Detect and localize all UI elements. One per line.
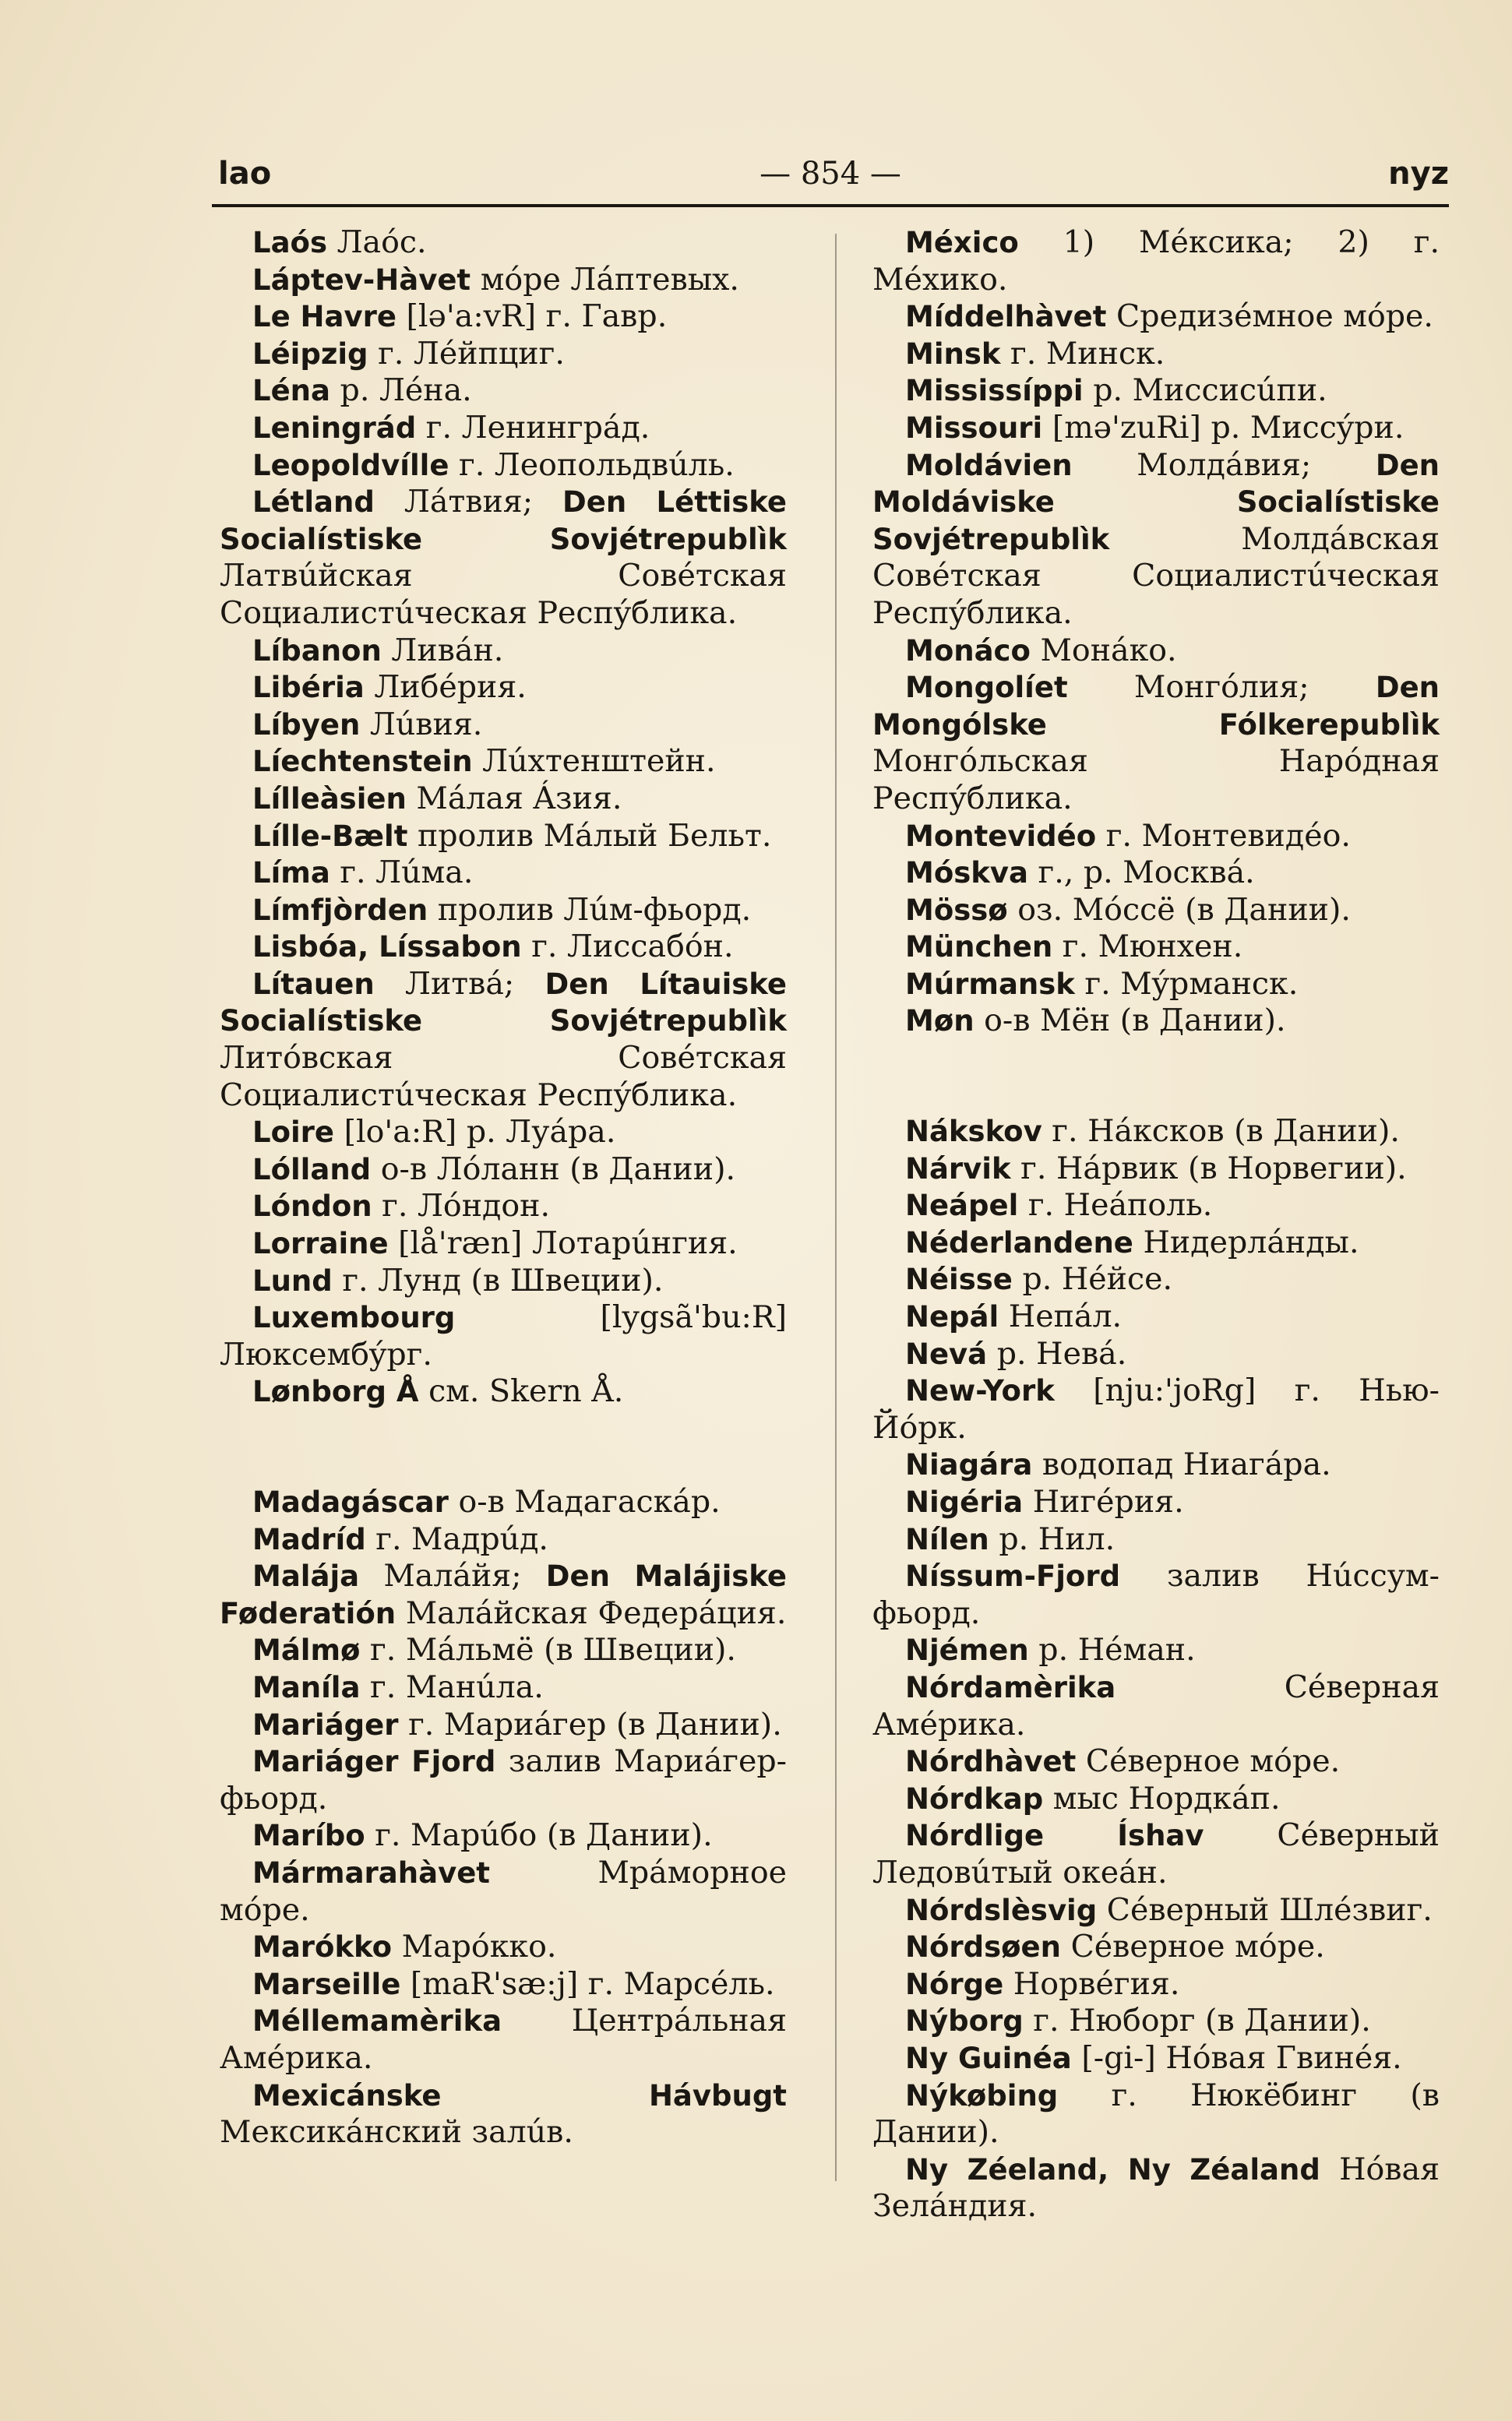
translation: Монáко.: [1040, 632, 1177, 668]
headword: Nárvik: [905, 1151, 1011, 1186]
entry: [872, 1558, 1440, 1632]
translation: г. Леопольдвúль.: [459, 446, 735, 483]
header-right-guide-word: nyz: [1388, 156, 1449, 192]
headword: Libéria: [252, 671, 365, 705]
headword: Létland: [252, 485, 375, 520]
headword: Mármarahàvet: [252, 1855, 490, 1890]
entry: [220, 410, 787, 447]
entry: [872, 372, 1440, 410]
entry: [220, 1188, 787, 1225]
translation: см. Skern Å.: [428, 1373, 624, 1410]
headword: Nórdsøen: [905, 1930, 1061, 1965]
right-column: [872, 224, 1440, 2225]
translation: г. Лóндон.: [382, 1188, 551, 1225]
translation: Норвéгия.: [1013, 1965, 1180, 2002]
headword: Ny Guinéa: [905, 2041, 1072, 2075]
entry: [220, 1966, 787, 2003]
page-number: — 854 —: [760, 156, 901, 192]
translation: Нóвая Зелáндия.: [872, 2151, 1440, 2225]
entry: [872, 1484, 1440, 1521]
entry: [220, 298, 787, 336]
translation: [lygsã'bu:R] Люксембýрг.: [220, 1299, 787, 1373]
translation: г. Мýрманск.: [1084, 965, 1299, 1002]
translation: Литвá;: [405, 965, 515, 1002]
entry: [872, 1151, 1440, 1188]
entry: [220, 929, 787, 966]
entry: [872, 2040, 1440, 2077]
entry: [872, 336, 1440, 373]
entry: [220, 2077, 787, 2151]
headword: München: [905, 930, 1053, 964]
translation: [mə'zuRi] р. Миссýри.: [1052, 409, 1405, 446]
headword: Marókko: [252, 1930, 393, 1965]
entry: [220, 743, 787, 781]
translation: р. Нéйсе.: [1022, 1261, 1173, 1298]
translation: пролив Мáлый Бельт.: [417, 817, 772, 854]
entry: [220, 224, 787, 262]
entry: [872, 1929, 1440, 1966]
translation: г. Лиссабóн.: [531, 929, 734, 965]
translation: о-в Мён (в Дании).: [984, 1003, 1286, 1039]
translation: г. Ленингрáд.: [425, 409, 650, 446]
headword: Mongolíet: [905, 671, 1068, 705]
headword: Moldávien: [905, 448, 1073, 482]
translation: г. Нюкёбинг (в Дании).: [872, 2077, 1440, 2151]
headword: Líechtenstein: [252, 745, 473, 779]
translation: Лáтвия;: [404, 484, 534, 520]
entry: [872, 1187, 1440, 1225]
translation: г. Лунд (в Швеции).: [342, 1262, 664, 1299]
entry: [872, 1336, 1440, 1373]
entry: [872, 2003, 1440, 2040]
entry: [220, 2003, 787, 2077]
entry: [872, 855, 1440, 892]
translation: 1) Мéксика; 2) г. Мéхико.: [872, 224, 1440, 298]
headword: Líbyen: [252, 707, 361, 742]
headword: Lítauen: [252, 967, 375, 1001]
headword: Den Malájiske Føderatión: [220, 1559, 787, 1630]
translation: р. Нéман.: [1038, 1632, 1196, 1669]
headword: Mariáger: [252, 1707, 399, 1742]
entry: [872, 1373, 1440, 1447]
translation: [lo'a:R] р. Луáра.: [344, 1114, 616, 1151]
translation: Ливáн.: [391, 632, 504, 668]
headword: Maríbo: [252, 1819, 365, 1853]
entry: [872, 1299, 1440, 1336]
translation: [lå'ræn] Лотарúнгия.: [398, 1225, 738, 1262]
headword: Den Lítauiske Socialístiske Sovjétrepublìk: [220, 967, 787, 1038]
entry: [220, 1521, 787, 1559]
translation: мóре Лáптевых.: [480, 261, 739, 298]
headword: Mariáger Fjord: [252, 1745, 496, 1779]
translation: Лúвия.: [369, 706, 483, 742]
entry: [872, 1743, 1440, 1781]
headword: Missouri: [905, 411, 1043, 445]
column-divider: [835, 234, 837, 2181]
headword: Ny Zéeland, Ny Zéaland: [905, 2152, 1320, 2187]
entry: [872, 633, 1440, 670]
headword: Lønborg Å: [252, 1375, 419, 1409]
headword: Lílleàsien: [252, 781, 407, 816]
entry: [220, 1299, 787, 1373]
translation: Лаóс.: [337, 224, 427, 260]
translation: Малáйя;: [383, 1558, 522, 1595]
translation: водопад Ниагáра.: [1041, 1447, 1331, 1483]
entry: [872, 1817, 1440, 1891]
entry: [220, 1632, 787, 1669]
translation: г. Монтевидéо.: [1105, 817, 1351, 854]
translation: [lə'a:vR] г. Гавр.: [406, 298, 668, 335]
header-left-guide-word: lao: [218, 156, 272, 192]
headword: Montevidéo: [905, 819, 1097, 853]
translation: г. Манúла.: [370, 1669, 544, 1705]
headword: Møn: [905, 1004, 975, 1038]
entry: [872, 1447, 1440, 1484]
translation: г. Нáрвик (в Норвегии).: [1020, 1150, 1407, 1186]
entry: [872, 1892, 1440, 1929]
translation: о-в Мадагаскáр.: [458, 1484, 721, 1520]
translation: залив Нúссум-фьорд.: [872, 1558, 1440, 1631]
headword: Le Havre: [252, 300, 397, 334]
entry: [872, 892, 1440, 929]
headword: Madríd: [252, 1522, 366, 1556]
entry: [220, 1929, 787, 1966]
entry: [220, 1151, 787, 1189]
entry: [220, 447, 787, 485]
entry: [872, 2151, 1440, 2225]
entry: [220, 1114, 787, 1151]
translation: Мáлая Áзия.: [416, 780, 622, 816]
entry: [872, 1003, 1440, 1040]
entry: [872, 1781, 1440, 1818]
translation: Сéверное мóре.: [1085, 1743, 1341, 1780]
headword: Líma: [252, 856, 330, 890]
headword: Leningrád: [252, 411, 417, 445]
entry: [220, 966, 787, 1114]
translation: г. Мадрúд.: [375, 1521, 548, 1557]
translation: Сéверная Амéрика.: [872, 1669, 1440, 1743]
headword: Njémen: [905, 1633, 1029, 1668]
headword: Néderlandene: [905, 1225, 1133, 1260]
headword: Léipzig: [252, 337, 368, 371]
headword: Neápel: [905, 1189, 1019, 1223]
headword: Leopoldvílle: [252, 448, 449, 482]
translation: Литóвская Совéтская Социалистúческая Респýблика.: [220, 1040, 787, 1113]
headword: Nórdkap: [905, 1781, 1044, 1816]
headword: Niagára: [905, 1448, 1033, 1482]
left-column: [220, 224, 787, 2151]
translation: Мексикáнский залúв.: [220, 2114, 573, 2151]
entry: [220, 1855, 787, 1929]
entry: [220, 1225, 787, 1263]
translation: Средизéмное мóре.: [1116, 298, 1433, 335]
entry: [220, 1558, 787, 1632]
entry: [872, 669, 1440, 817]
headword: Lóndon: [252, 1189, 372, 1224]
entry: [220, 1817, 787, 1855]
translation: мыс Нордкáп.: [1052, 1780, 1281, 1817]
header-rule: [212, 204, 1449, 207]
page-header: [212, 156, 1449, 203]
entry: [220, 669, 787, 707]
translation: р. Невá.: [996, 1335, 1127, 1372]
headword: Líbanon: [252, 633, 382, 668]
translation: Сéверное мóре.: [1070, 1929, 1325, 1965]
headword: Lorraine: [252, 1227, 389, 1261]
entry: [220, 262, 787, 299]
headword: Nýkøbing: [905, 2078, 1059, 2113]
entry: [220, 633, 787, 670]
entry: [872, 1669, 1440, 1743]
headword: Luxembourg: [252, 1301, 456, 1335]
entry: [220, 372, 787, 410]
headword: Lílle-Bælt: [252, 819, 408, 853]
headword: Múrmansk: [905, 967, 1075, 1001]
translation: Молдáвская Совéтская Социалистúческая Респýблика.: [872, 520, 1440, 631]
headword: Láptev-Hàvet: [252, 263, 471, 297]
headword: Lisbóa, Líssabon: [252, 930, 522, 964]
headword: Nevá: [905, 1337, 988, 1371]
headword: Nepál: [905, 1300, 999, 1334]
headword: Nórdlige Íshav: [905, 1819, 1204, 1853]
headword: New-York: [905, 1374, 1055, 1408]
translation: г. Нáксков (в Дании).: [1052, 1113, 1400, 1150]
translation: г. Лúма.: [340, 855, 474, 891]
entry: [872, 1632, 1440, 1669]
translation: Сéверный Ледовúтый океáн.: [872, 1817, 1440, 1891]
headword: Den Léttiske Socialístiske Sovjétrepublìk: [220, 485, 787, 556]
translation: г. Неáполь.: [1027, 1187, 1213, 1224]
translation: Молдáвия;: [1137, 446, 1312, 483]
translation: Монгóльская Нарóдная Респýблика.: [872, 743, 1440, 816]
letter-section-gap: [220, 1411, 787, 1484]
entry: [220, 781, 787, 818]
entry: [220, 1707, 787, 1744]
translation: г. Минск.: [1010, 335, 1165, 372]
letter-section-gap: [872, 1040, 1440, 1113]
translation: г., р. Москвá.: [1038, 855, 1255, 891]
entry: [872, 818, 1440, 855]
translation: пролив Лúм-фьорд.: [437, 891, 752, 928]
headword: Mississíppi: [905, 374, 1084, 408]
entry: [872, 1225, 1440, 1262]
entry: [872, 966, 1440, 1003]
translation: Сéверный Шлéзвиг.: [1106, 1891, 1433, 1928]
entry: [220, 855, 787, 892]
translation: г. Мáльмё (в Швеции).: [370, 1632, 736, 1669]
translation: [maR'sæ:j] г. Марсéль.: [410, 1965, 775, 2002]
entry: [220, 1373, 787, 1411]
headword: Den Mongólske Fólkerepublìk: [872, 671, 1440, 742]
entry: [220, 1743, 787, 1817]
entry: [220, 1263, 787, 1300]
translation: о-в Лóланн (в Дании).: [380, 1151, 736, 1187]
translation: [-gi-] Нóвая Гвинéя.: [1081, 2039, 1402, 2076]
translation: г. Лéйпциг.: [378, 335, 565, 372]
headword: Lólland: [252, 1152, 372, 1186]
headword: Nórdhàvet: [905, 1745, 1077, 1779]
entry: [872, 929, 1440, 966]
entry: [220, 1669, 787, 1707]
translation: Либéрия.: [374, 669, 527, 706]
entry: [220, 707, 787, 744]
headword: Nýborg: [905, 2004, 1024, 2039]
entry: [872, 298, 1440, 336]
translation: г. Мариáгер (в Дании).: [408, 1706, 782, 1743]
headword: Loire: [252, 1115, 335, 1150]
translation: Мрáморное мóре.: [220, 1854, 787, 1928]
headword: Marseille: [252, 1967, 401, 2001]
translation: залив Мариáгер-фьорд.: [220, 1743, 787, 1817]
translation: оз. Мóссё (в Дании).: [1017, 891, 1351, 928]
headword: Laós: [252, 226, 327, 259]
headword: Nórdamèrika: [905, 1670, 1116, 1704]
headword: Den Moldáviske Socialístiske Sovjétrepublìk: [872, 448, 1440, 556]
entry: [220, 1484, 787, 1521]
translation: г. Нюборг (в Дании).: [1033, 2003, 1371, 2039]
translation: Центрáльная Амéрика.: [220, 2003, 787, 2076]
translation: г. Мюнхен.: [1062, 929, 1243, 965]
translation: Непáл.: [1008, 1299, 1123, 1335]
entry: [872, 410, 1440, 447]
translation: Нидерлáнды.: [1143, 1224, 1359, 1260]
translation: Латвúйская Совéтская Социалистúческая Респýблика.: [220, 558, 787, 631]
headword: Léna: [252, 374, 330, 408]
headword: Méllemamèrika: [252, 2004, 502, 2039]
headword: Nákskov: [905, 1115, 1042, 1149]
entry: [220, 892, 787, 929]
entry: [872, 1521, 1440, 1559]
entry: [872, 224, 1440, 298]
entry: [220, 336, 787, 373]
headword: Néisse: [905, 1263, 1013, 1297]
entry: [220, 484, 787, 632]
headword: Malája: [252, 1559, 360, 1594]
headword: Maníla: [252, 1670, 361, 1704]
headword: Móskva: [905, 856, 1028, 890]
headword: Minsk: [905, 337, 1001, 371]
entry: [872, 1113, 1440, 1151]
headword: Límfjòrden: [252, 893, 428, 927]
headword: Nórge: [905, 1967, 1004, 2001]
entry: [872, 1261, 1440, 1299]
headword: Málmø: [252, 1633, 361, 1668]
entry: [872, 1966, 1440, 2003]
translation: Монгóлия;: [1133, 669, 1309, 706]
headword: Nórdslèsvig: [905, 1893, 1098, 1927]
headword: Mexicánske Hávbugt: [252, 2078, 787, 2113]
translation: р. Лéна.: [340, 372, 472, 409]
translation: р. Миссисúпи.: [1093, 372, 1327, 409]
translation: Нигéрия.: [1032, 1484, 1184, 1520]
entry: [872, 2077, 1440, 2151]
headword: Mössø: [905, 893, 1008, 927]
headword: Nílen: [905, 1522, 989, 1556]
translation: р. Нил.: [999, 1521, 1115, 1557]
headword: Monáco: [905, 633, 1031, 668]
headword: Nigéria: [905, 1485, 1024, 1519]
headword: Madagáscar: [252, 1485, 449, 1519]
headword: Lund: [252, 1263, 333, 1298]
translation: Малáйская Федерáция.: [405, 1595, 787, 1631]
translation: [nju:'joRg] г. Нью-Йóрк.: [872, 1373, 1440, 1446]
entry: [220, 818, 787, 855]
headword: Níssum-Fjord: [905, 1559, 1121, 1594]
translation: Марóкко.: [401, 1929, 557, 1965]
entry: [872, 447, 1440, 633]
translation: Лúхтенштейн.: [482, 743, 716, 780]
headword: México: [905, 226, 1019, 259]
translation: г. Марúбо (в Дании).: [375, 1817, 713, 1854]
headword: Míddelhàvet: [905, 300, 1107, 334]
